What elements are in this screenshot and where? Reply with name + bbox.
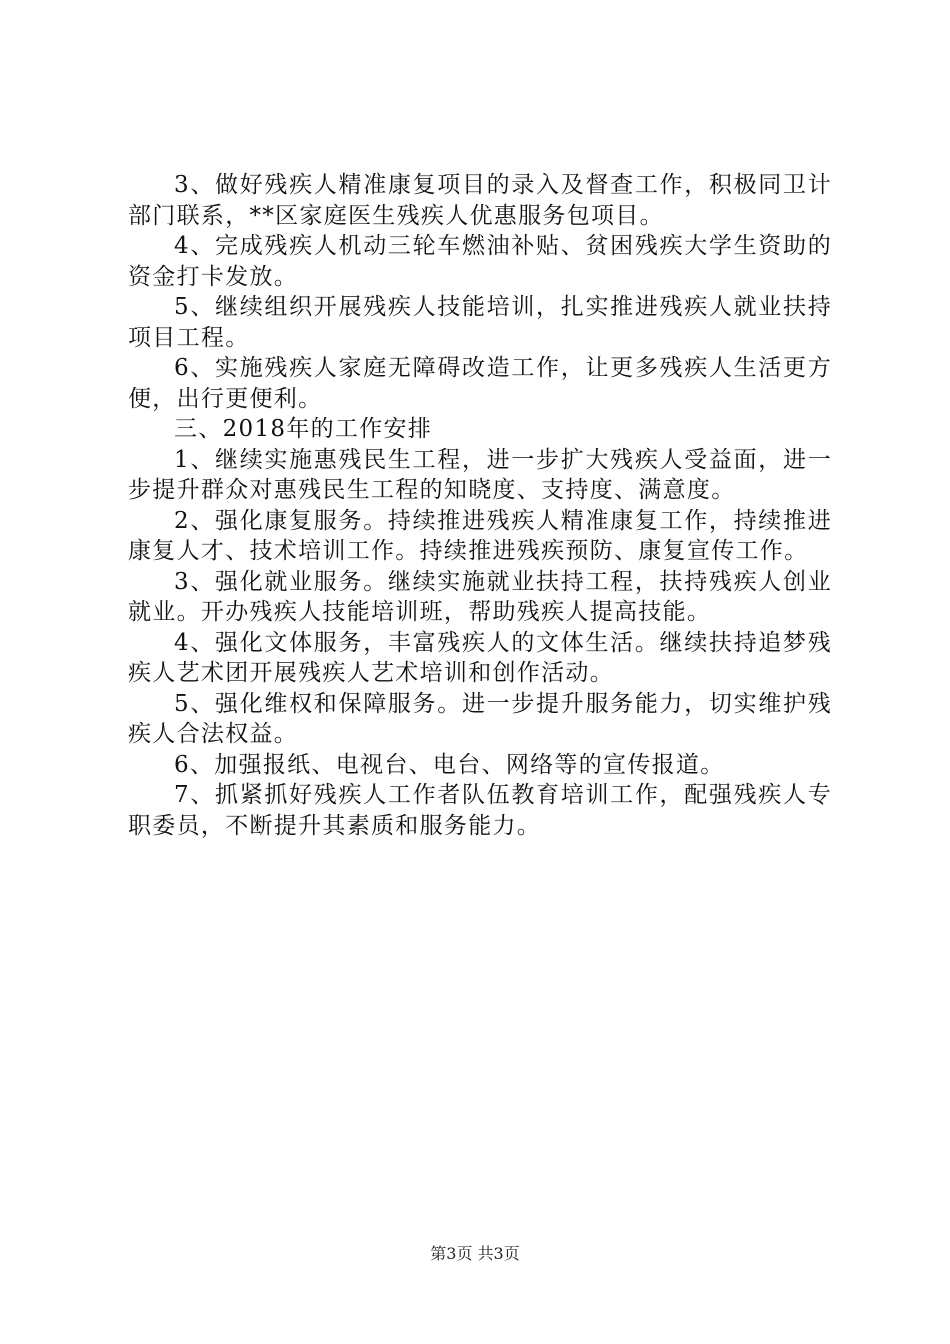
paragraph-item-4-subsidy: 4、完成残疾人机动三轮车燃油补贴、贫困残疾大学生资助的资金打卡发放。 bbox=[128, 233, 832, 290]
paragraph-plan-7: 7、抓紧抓好残疾人工作者队伍教育培训工作，配强残疾人专职委员，不断提升其素质和服务能力。 bbox=[128, 782, 832, 839]
paragraph-plan-1: 1、继续实施惠残民生工程，进一步扩大残疾人受益面，进一步提升群众对惠残民生工程的知晓度、支持度、满意度。 bbox=[128, 446, 832, 503]
document-body bbox=[128, 170, 832, 841]
page-number-footer: 第3页 共3页 bbox=[430, 1244, 520, 1263]
paragraph-plan-6: 6、加强报纸、电视台、电台、网络等的宣传报道。 bbox=[174, 751, 725, 778]
section-heading-2018-plan: 三、2018年的工作安排 bbox=[174, 416, 433, 442]
paragraph-plan-5: 5、强化维权和保障服务。进一步提升服务能力，切实维护残疾人合法权益。 bbox=[128, 690, 832, 747]
paragraph-item-6-accessibility: 6、实施残疾人家庭无障碍改造工作，让更多残疾人生活更方便，出行更便利。 bbox=[128, 355, 832, 412]
paragraph-plan-4: 4、强化文体服务，丰富残疾人的文体生活。继续扶持追梦残疾人艺术团开展残疾人艺术培训和创作活动。 bbox=[128, 629, 832, 686]
paragraph-plan-2: 2、强化康复服务。持续推进残疾人精准康复工作，持续推进康复人才、技术培训工作。持续推进残疾预防、康复宣传工作。 bbox=[128, 507, 832, 564]
paragraph-plan-3: 3、强化就业服务。继续实施就业扶持工程，扶持残疾人创业就业。开办残疾人技能培训班，帮助残疾人提高技能。 bbox=[128, 568, 832, 625]
paragraph-item-3-rehab: 3、做好残疾人精准康复项目的录入及督查工作，积极同卫计部门联系，**区家庭医生残疾人优惠服务包项目。 bbox=[128, 172, 832, 229]
paragraph-item-5-training: 5、继续组织开展残疾人技能培训，扎实推进残疾人就业扶持项目工程。 bbox=[128, 294, 832, 351]
